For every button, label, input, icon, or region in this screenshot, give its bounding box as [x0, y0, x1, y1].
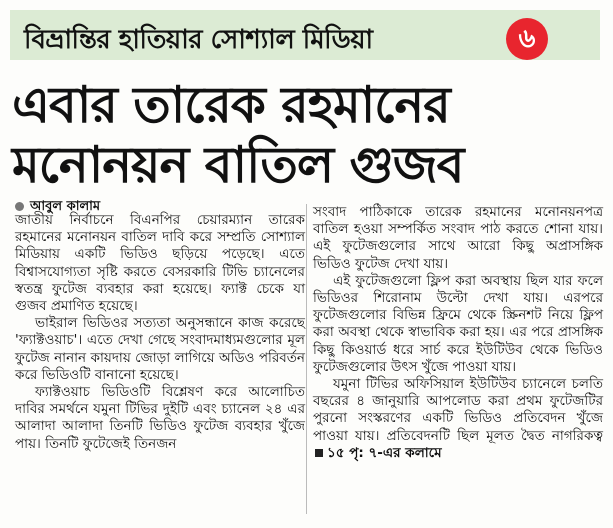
- continuation-text: ১৫ পৃ: ৭-এর কলামে: [327, 444, 442, 461]
- headline-line-1: এবার তারেক রহমানের: [12, 76, 450, 134]
- section-title: বিভ্রান্তির হাতিয়ার সোশ্যাল মিডিয়া: [24, 25, 373, 55]
- paragraph-text: যমুনা টিভির অফিসিয়াল ইউটিউব চ্যানেলে চলতি বছরের ৪ জানুয়ারি আপলোড করা প্রথম ফুটেজটির পুরনো সংস্করণের একটি ভিডিও প্রতিবেদন খুঁজে পাওয়া যায়। প্রতিবেদনটি ছিল মূলত দ্বৈত নাগরিকত্ব: [313, 376, 603, 444]
- author-name: আবুল কালাম: [30, 199, 101, 214]
- paragraph: ভাইরাল ভিডিওর সত্যতা অনুসন্ধানে কাজ করেছে 'ফ্যাক্টওয়াচ'। এতে দেখা গেছে সংবাদমাধ্যমগুলোর মূল ফুটেজ নানান কায়দায় জোড়া লাগিয়ে অডিও পরিবর্তন করে ভিডিওটি বানানো হয়েছে।: [15, 315, 305, 383]
- paragraph: এই ফুটেজগুলো ফ্লিপ করা অবস্থায় ছিল যার ফলে ভিডিওর শিরোনাম উল্টো দেখা যায়। এরপরে ফুটেজগুলোর বিভিন্ন ফ্রিমে থেকে স্ক্রিনশট নিয়ে ফ্লিপ করা অবস্থা থেকে স্বাভাবিক করা হয়। এর পরে প্রাসঙ্গিক কিছু কিওয়ার্ড ধরে সার্চ করে ইউটিউব থেকে ভিডিও ফুটেজগুলোর উৎস খুঁজে পাওয়া যায়।: [313, 272, 603, 375]
- paragraph: [313, 376, 603, 462]
- paragraph: সংবাদ পাঠিকাকে তারেক রহমানের মনোনয়নপত্র বাতিল হওয়া সম্পর্কিত সংবাদ পাঠ করতে শোনা যায়। এই ফুটেজগুলোর সাথে আরো কিছু অপ্রাসঙ্গিক ভিডিও ফুটেজ দেখা যায়।: [313, 204, 603, 272]
- article-column-left: [15, 212, 305, 453]
- square-bullet-icon: [315, 449, 323, 457]
- paragraph: ফ্যাক্টওয়াচ ভিডিওটি বিশ্লেষণ করে আলোচিত দাবির সমর্থনে যমুনা টিভির দুইটি এবং চ্যানেল ২৪ এর আলাদা আলাদা তিনটি ভিডিও ফুটেজ ব্যবহার খুঁজে পায়। তিনটি ফুটেজেই তিনজন: [15, 384, 305, 452]
- column-divider: [306, 204, 307, 514]
- page-number-badge: ৬: [506, 18, 548, 60]
- bullet-icon: [15, 202, 24, 211]
- continuation-note: [313, 445, 442, 461]
- paragraph: জাতীয় নির্বাচনে বিএনপির চেয়ারম্যান তারেক রহমানের মনোনয়ন বাতিল দাবি করে সম্প্রতি সোশ্যাল মিডিয়ায় একটি ভিডিও ছড়িয়ে পড়েছে। এতে বিশ্বাসযোগ্যতা সৃষ্টি করতে বেসরকারি টিভি চ্যানেলের স্বতন্ত্র ফুটেজ ব্যবহার করা হয়েছে। ফ্যাক্ট চেকে যা গুজব প্রমাণিত হয়েছে।: [15, 212, 305, 315]
- headline-line-2: মনোনয়ন বাতিল গুজব: [12, 136, 464, 194]
- article-column-right: [313, 204, 603, 462]
